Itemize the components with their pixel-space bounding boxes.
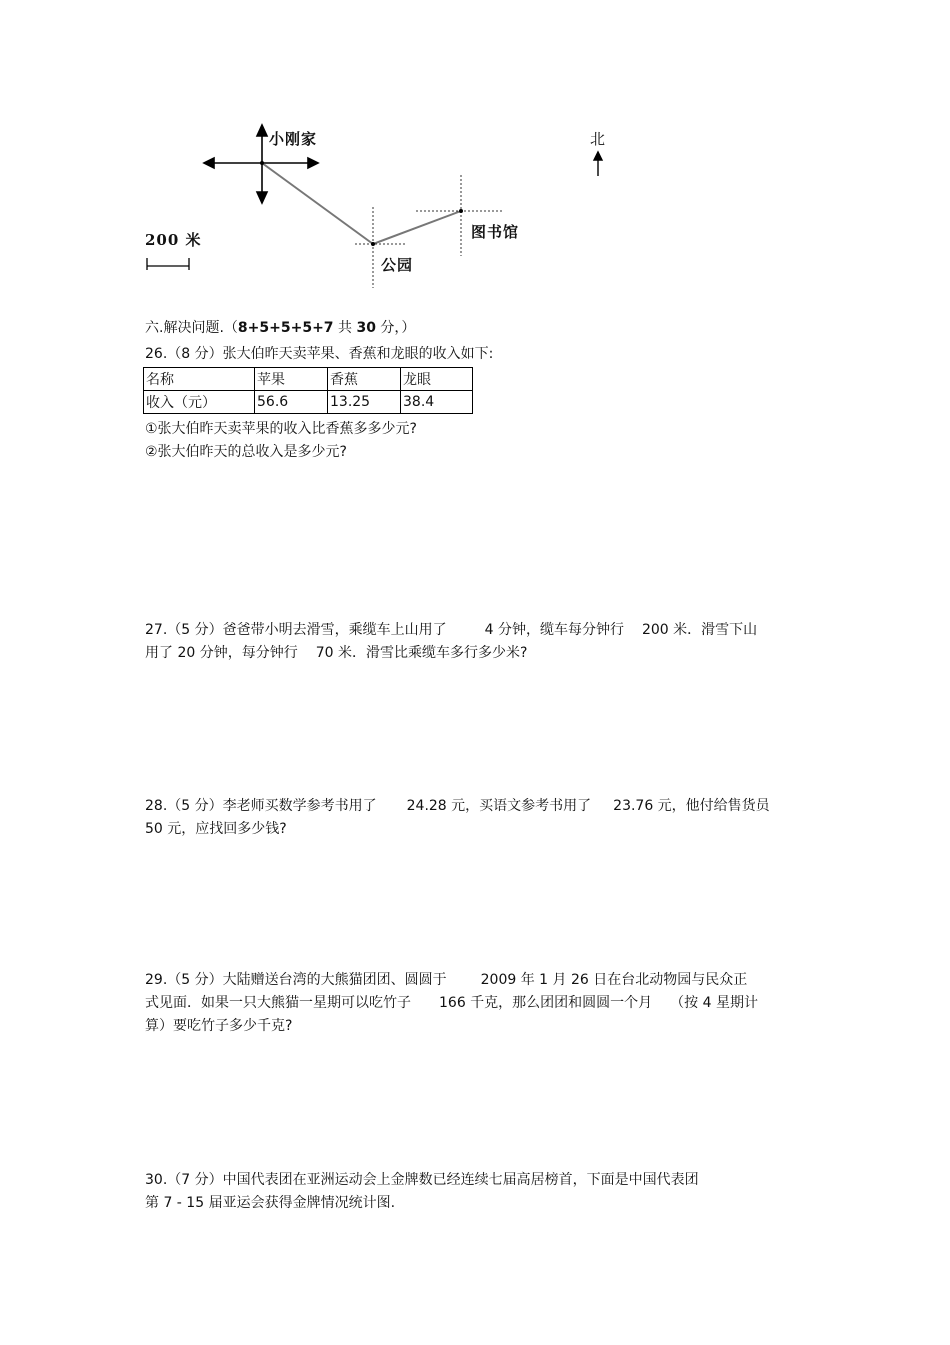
library-cross-marker [416,175,503,256]
north-label: 北 [590,130,607,148]
library-label: 图书馆 [471,223,520,241]
table-cell: 香蕉 [328,368,401,391]
north-arrow-icon [594,152,602,176]
q29-line1: 29.（5 分）大陆赠送台湾的大熊猫团团、圆圆于 2009 年 1 月 26 日在台北动物园与民众正 [145,972,748,988]
q27-line1: 27.（5 分）爸爸带小明去滑雪，乘缆车上山用了 4 分钟，缆车每分钟行 200 米．滑雪下山 [145,622,758,638]
park-cross-marker [355,207,405,288]
table-cell: 收入（元） [144,391,255,414]
route-map [0,0,950,300]
route-park-to-library [373,211,461,244]
section-heading [145,317,415,339]
table-row [144,391,473,414]
income-table [143,367,473,414]
q28-line1: 28.（5 分）李老师买数学参考书用了 24.28 元，买语文参考书用了 23.76 元，他付给售货员 [145,798,770,814]
q29-line3: 算）要吃竹子多少千克? [145,1018,293,1034]
table-cell: 龙眼 [401,368,473,391]
q28-line2: 50 元，应找回多少钱? [145,821,287,837]
q26-intro: 26.（8 分）张大伯昨天卖苹果、香蕉和龙眼的收入如下: [145,346,494,362]
q27-line2: 用了 20 分钟，每分钟行 70 米．滑雪比乘缆车多行多少米? [145,645,528,661]
table-cell: 名称 [144,368,255,391]
home-label: 小刚家 [269,130,318,148]
table-cell: 苹果 [255,368,328,391]
q30-line1: 30.（7 分）中国代表团在亚洲运动会上金牌数已经连续七届高居榜首，下面是中国代表团 [145,1172,699,1188]
scale-bar [147,258,189,270]
table-cell: 38.4 [401,391,473,414]
q30-line2: 第 7 - 15 届亚运会获得金牌情况统计图. [145,1195,396,1211]
section-heading-mid: 共 [338,320,352,336]
park-label: 公园 [381,256,414,274]
scale-label: 200 米 [145,231,202,249]
q26-sub2: ②张大伯昨天的总收入是多少元? [145,444,347,460]
section-heading-points: 8+5+5+5+7 [237,320,334,336]
table-cell: 56.6 [255,391,328,414]
section-heading-prefix: 六.解决问题.（ [145,320,238,336]
table-row [144,368,473,391]
route-home-to-park [262,163,373,244]
section-heading-suffix: 分，） [380,320,416,336]
section-heading-total: 30 [356,320,376,336]
q26-sub1: ①张大伯昨天卖苹果的收入比香蕉多多少元? [145,421,417,437]
q29-line2: 式见面．如果一只大熊猫一星期可以吃竹子 166 千克，那么团团和圆圆一个月 （按 4 星期计 [145,995,758,1011]
table-cell: 13.25 [328,391,401,414]
